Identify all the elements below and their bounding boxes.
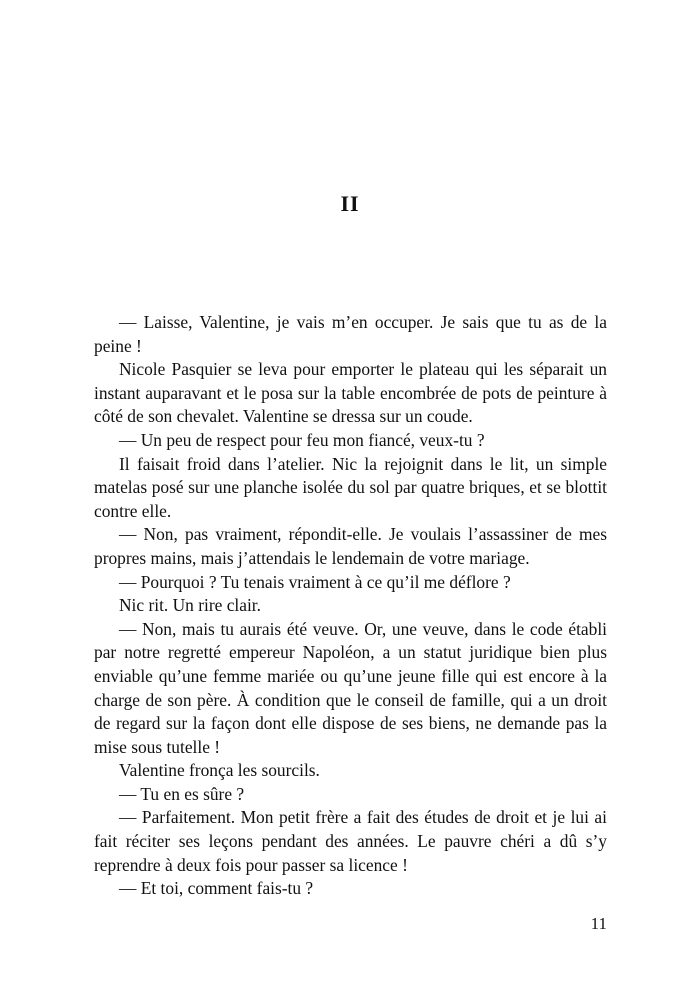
paragraph: — Un peu de respect pour feu mon fiancé, veux-tu ? xyxy=(119,429,485,450)
paragraph: — Non, pas vraiment, répondit-elle. Je voulais l’assassiner de mes propres mains, mais j’attendais le lendemain de votre mariage. xyxy=(94,524,607,568)
chapter-heading: II xyxy=(340,191,360,216)
paragraph: — Parfaitement. Mon petit frère a fait des études de droit et je lui ai fait réciter ses leçons pendant des années. Le pauvre chéri a dû s’y reprendre à deux fois pour passer sa licence ! xyxy=(94,807,607,875)
paragraph: — Pourquoi ? Tu tenais vraiment à ce qu’il me déflore ? xyxy=(119,571,511,592)
paragraph: — Laisse, Valentine, je vais m’en occuper. Je sais que tu as de la peine ! xyxy=(94,312,607,356)
paragraph: — Non, mais tu aurais été veuve. Or, une veuve, dans le code établi par notre regretté empereur Napoléon, a un statut juridique bien plus enviable qu’une femme mariée ou qu’une jeune fille qui est encore à la charge de son père. À condition que le conseil de famille, qui a un droit de regard sur la façon dont elle dispose de ses biens, ne demande pas la mise sous tutelle ! xyxy=(94,618,607,757)
paragraph: — Et toi, comment fais-tu ? xyxy=(119,878,314,899)
paragraph: Il faisait froid dans l’atelier. Nic la rejoignit dans le lit, un simple matelas posé sur une planche isolée du sol par quatre briques, et se blottit contre elle. xyxy=(94,453,607,521)
paragraph: — Tu en es sûre ? xyxy=(119,783,245,804)
paragraph: Valentine fronça les sourcils. xyxy=(119,760,320,781)
page-number: 11 xyxy=(590,914,607,933)
paragraph: Nicole Pasquier se leva pour emporter le plateau qui les séparait un instant auparavant et le posa sur la table encombrée de pots de peinture à côté de son chevalet. Valentine se dressa sur un coude. xyxy=(94,359,607,427)
chapter-body xyxy=(94,311,607,901)
paragraph: Nic rit. Un rire clair. xyxy=(119,595,261,616)
